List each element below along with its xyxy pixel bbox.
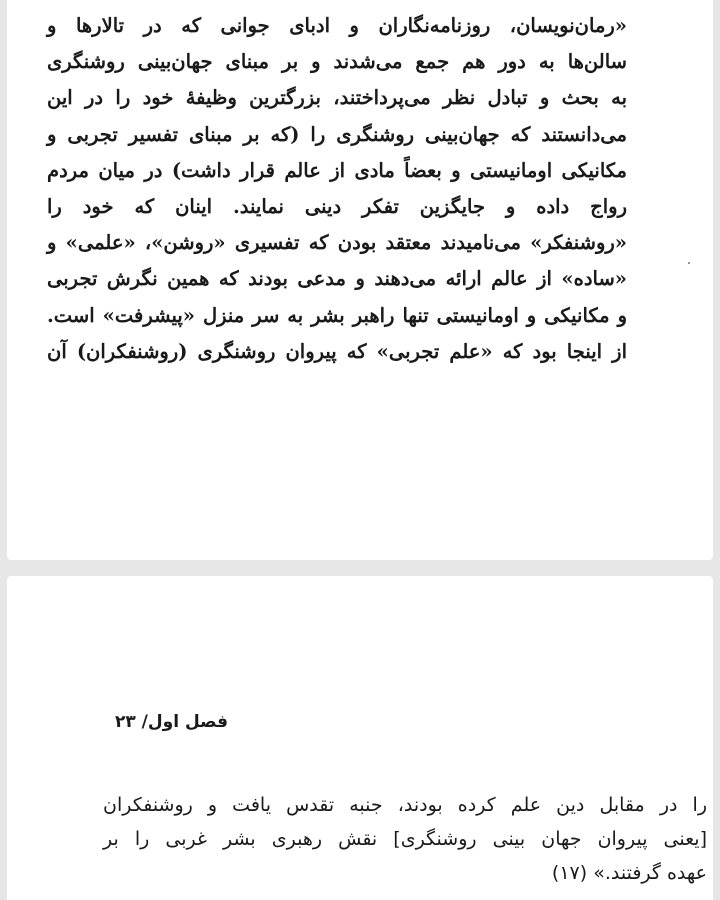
paper-speck [688, 262, 690, 264]
text-line: رواج داده و جایگزین تفکر دینی نمایند. اینان که خود را [47, 194, 627, 218]
text-line: «رمان‌نویسان، روزنامه‌نگاران و ادبای جوانی که در تالارها و [47, 14, 627, 37]
text-line: عهده گرفتند.» (۱۷) [551, 862, 707, 884]
chapter-page-header: فصل اول/ ۲۳ [114, 712, 228, 732]
book-page-top [7, 0, 713, 560]
text-line: را در مقابل دین علم کرده بودند، جنبه تقدس یافت و روشنفکران [103, 794, 707, 816]
text-line: «روشنفکر» می‌نامیدند معتقد بودن که تفسیری «روشن»، «علمی» و [47, 231, 627, 255]
page-body-text [47, 8, 627, 370]
text-line: سالن‌ها به دور هم جمع می‌شدند و بر مبنای جهان‌بینی روشنگری [47, 50, 627, 74]
page-body-text-continued [103, 788, 707, 890]
text-line: [یعنی پیروان جهان بینی روشنگری] نقش رهبری بشر غربی را بر [103, 828, 707, 850]
text-line: مکانیکی اومانیستی و بعضاً مادی از عالم قرار داشت) در میان مردم [47, 158, 627, 182]
text-line: «ساده» از عالم ارائه می‌دهند و مدعی بودند که همین نگرش تجربی [47, 267, 627, 291]
text-line: و مکانیکی و اومانیستی تنها راهبر بشر به سر منزل «پیشرفت» است. [47, 303, 627, 327]
text-line: به بحث و تبادل نظر می‌پرداختند، بزرگترین وظیفهٔ خود را در این [47, 86, 627, 110]
text-line: می‌دانستند که جهان‌بینی روشنگری را (که بر مبنای تفسیر تجربی و [47, 122, 627, 146]
text-line: از اینجا بود که «علم تجربی» که پیروان روشنگری (روشنفکران) آن [47, 339, 627, 363]
